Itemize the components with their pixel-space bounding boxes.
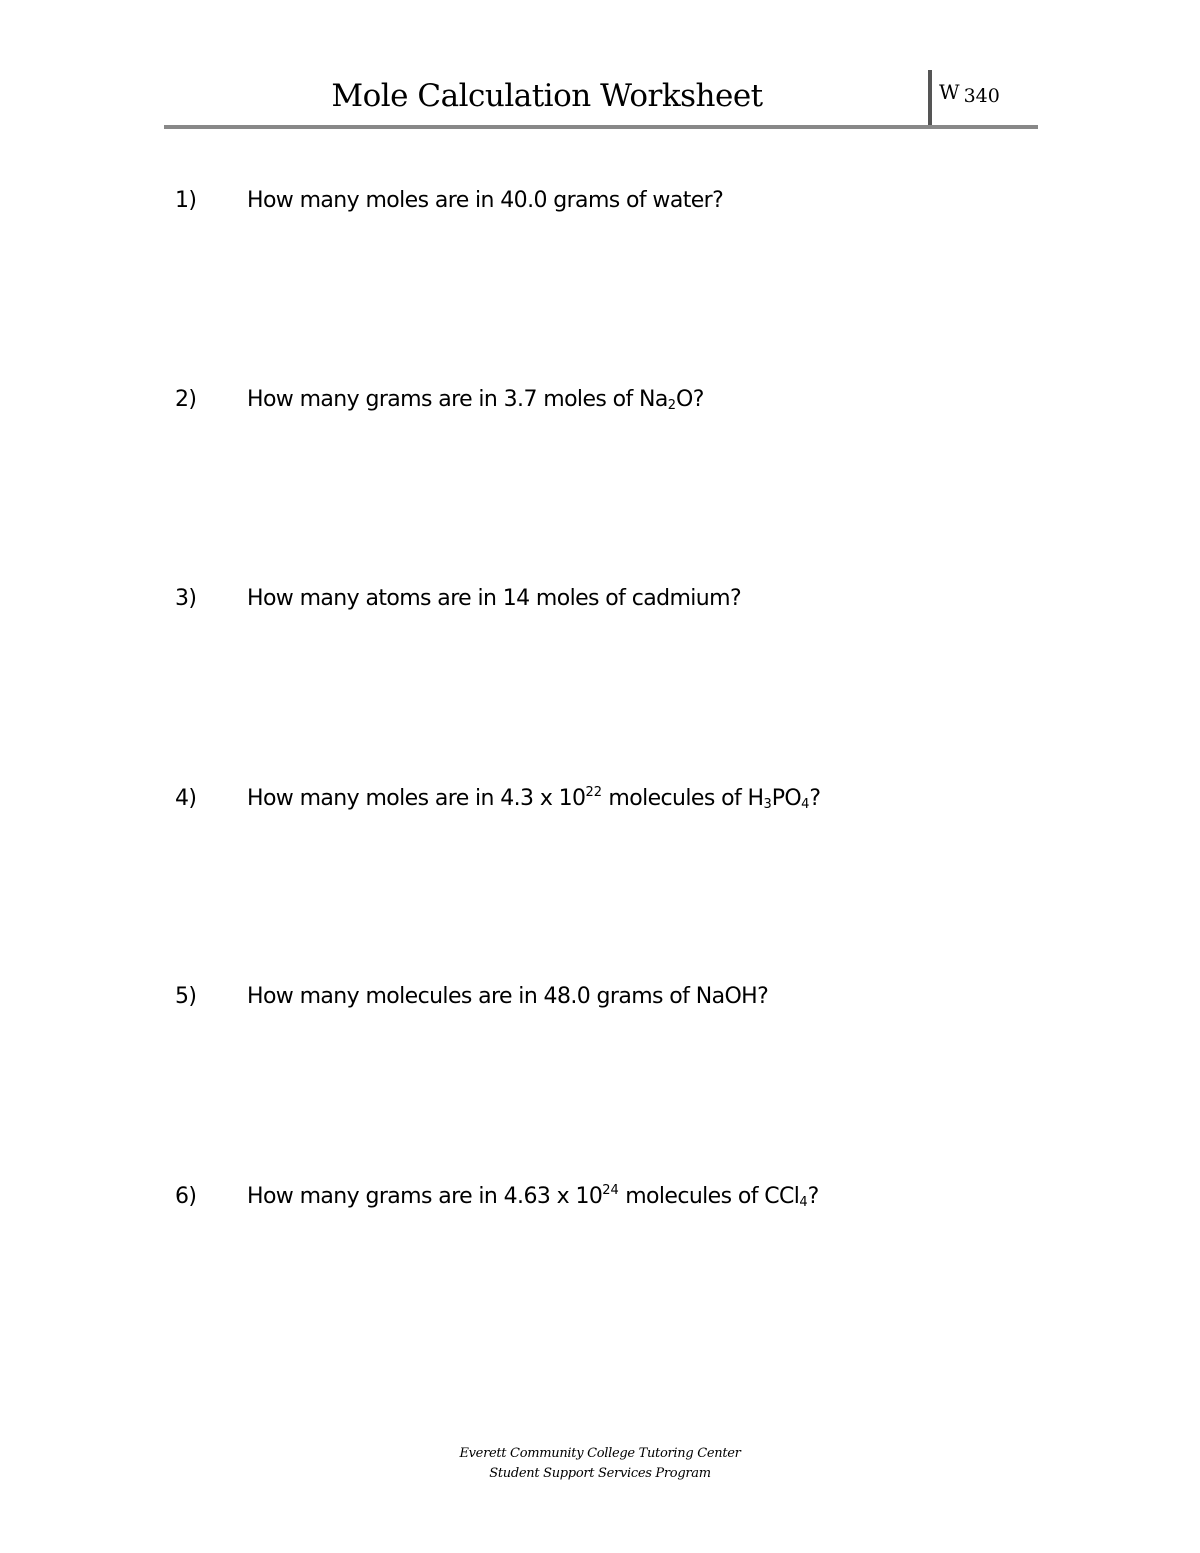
question-number: 6) (175, 1184, 197, 1209)
question-3 (175, 586, 741, 611)
question-text: How many moles are in 4.3 x 10 (247, 786, 586, 811)
question-4 (175, 785, 820, 812)
worksheet-code-letter: W (939, 80, 960, 104)
question-number: 2) (175, 387, 197, 412)
question-text: molecules of CCl (618, 1184, 800, 1209)
question-text: O? (676, 387, 704, 412)
question-text: How many molecules are in 48.0 grams of NaOH? (247, 984, 769, 1009)
question-6 (175, 1183, 819, 1210)
question-text: ? (809, 786, 821, 811)
question-text: ? (807, 1184, 819, 1209)
page-title: Mole Calculation Worksheet (331, 78, 763, 114)
subscript: 4 (801, 797, 810, 812)
question-number: 3) (175, 586, 197, 611)
footer-line-1: Everett Community College Tutoring Center (459, 1446, 741, 1461)
worksheet-code-number: 340 (963, 85, 1000, 107)
worksheet-code (939, 80, 1000, 107)
header-divider-vertical (928, 70, 932, 127)
question-text: How many grams are in 3.7 moles of Na (247, 387, 668, 412)
header-rule (164, 125, 1038, 129)
question-2 (175, 387, 704, 413)
footer-line-2: Student Support Services Program (489, 1466, 711, 1481)
question-1 (175, 188, 723, 213)
question-number: 5) (175, 984, 197, 1009)
subscript: 3 (763, 797, 772, 812)
worksheet-header (164, 70, 1038, 130)
question-number: 1) (175, 188, 197, 213)
question-text: How many grams are in 4.63 x 10 (247, 1184, 603, 1209)
question-number: 4) (175, 786, 197, 811)
question-text: How many atoms are in 14 moles of cadmium? (247, 586, 742, 611)
question-text: molecules of H (602, 786, 764, 811)
subscript: 2 (667, 398, 677, 413)
superscript: 24 (602, 1183, 619, 1198)
question-5 (175, 984, 768, 1009)
superscript: 22 (585, 785, 603, 800)
question-text: PO (771, 786, 802, 811)
subscript: 4 (799, 1195, 808, 1210)
page-footer (0, 1444, 1200, 1484)
question-text: How many moles are in 40.0 grams of water? (247, 188, 724, 213)
